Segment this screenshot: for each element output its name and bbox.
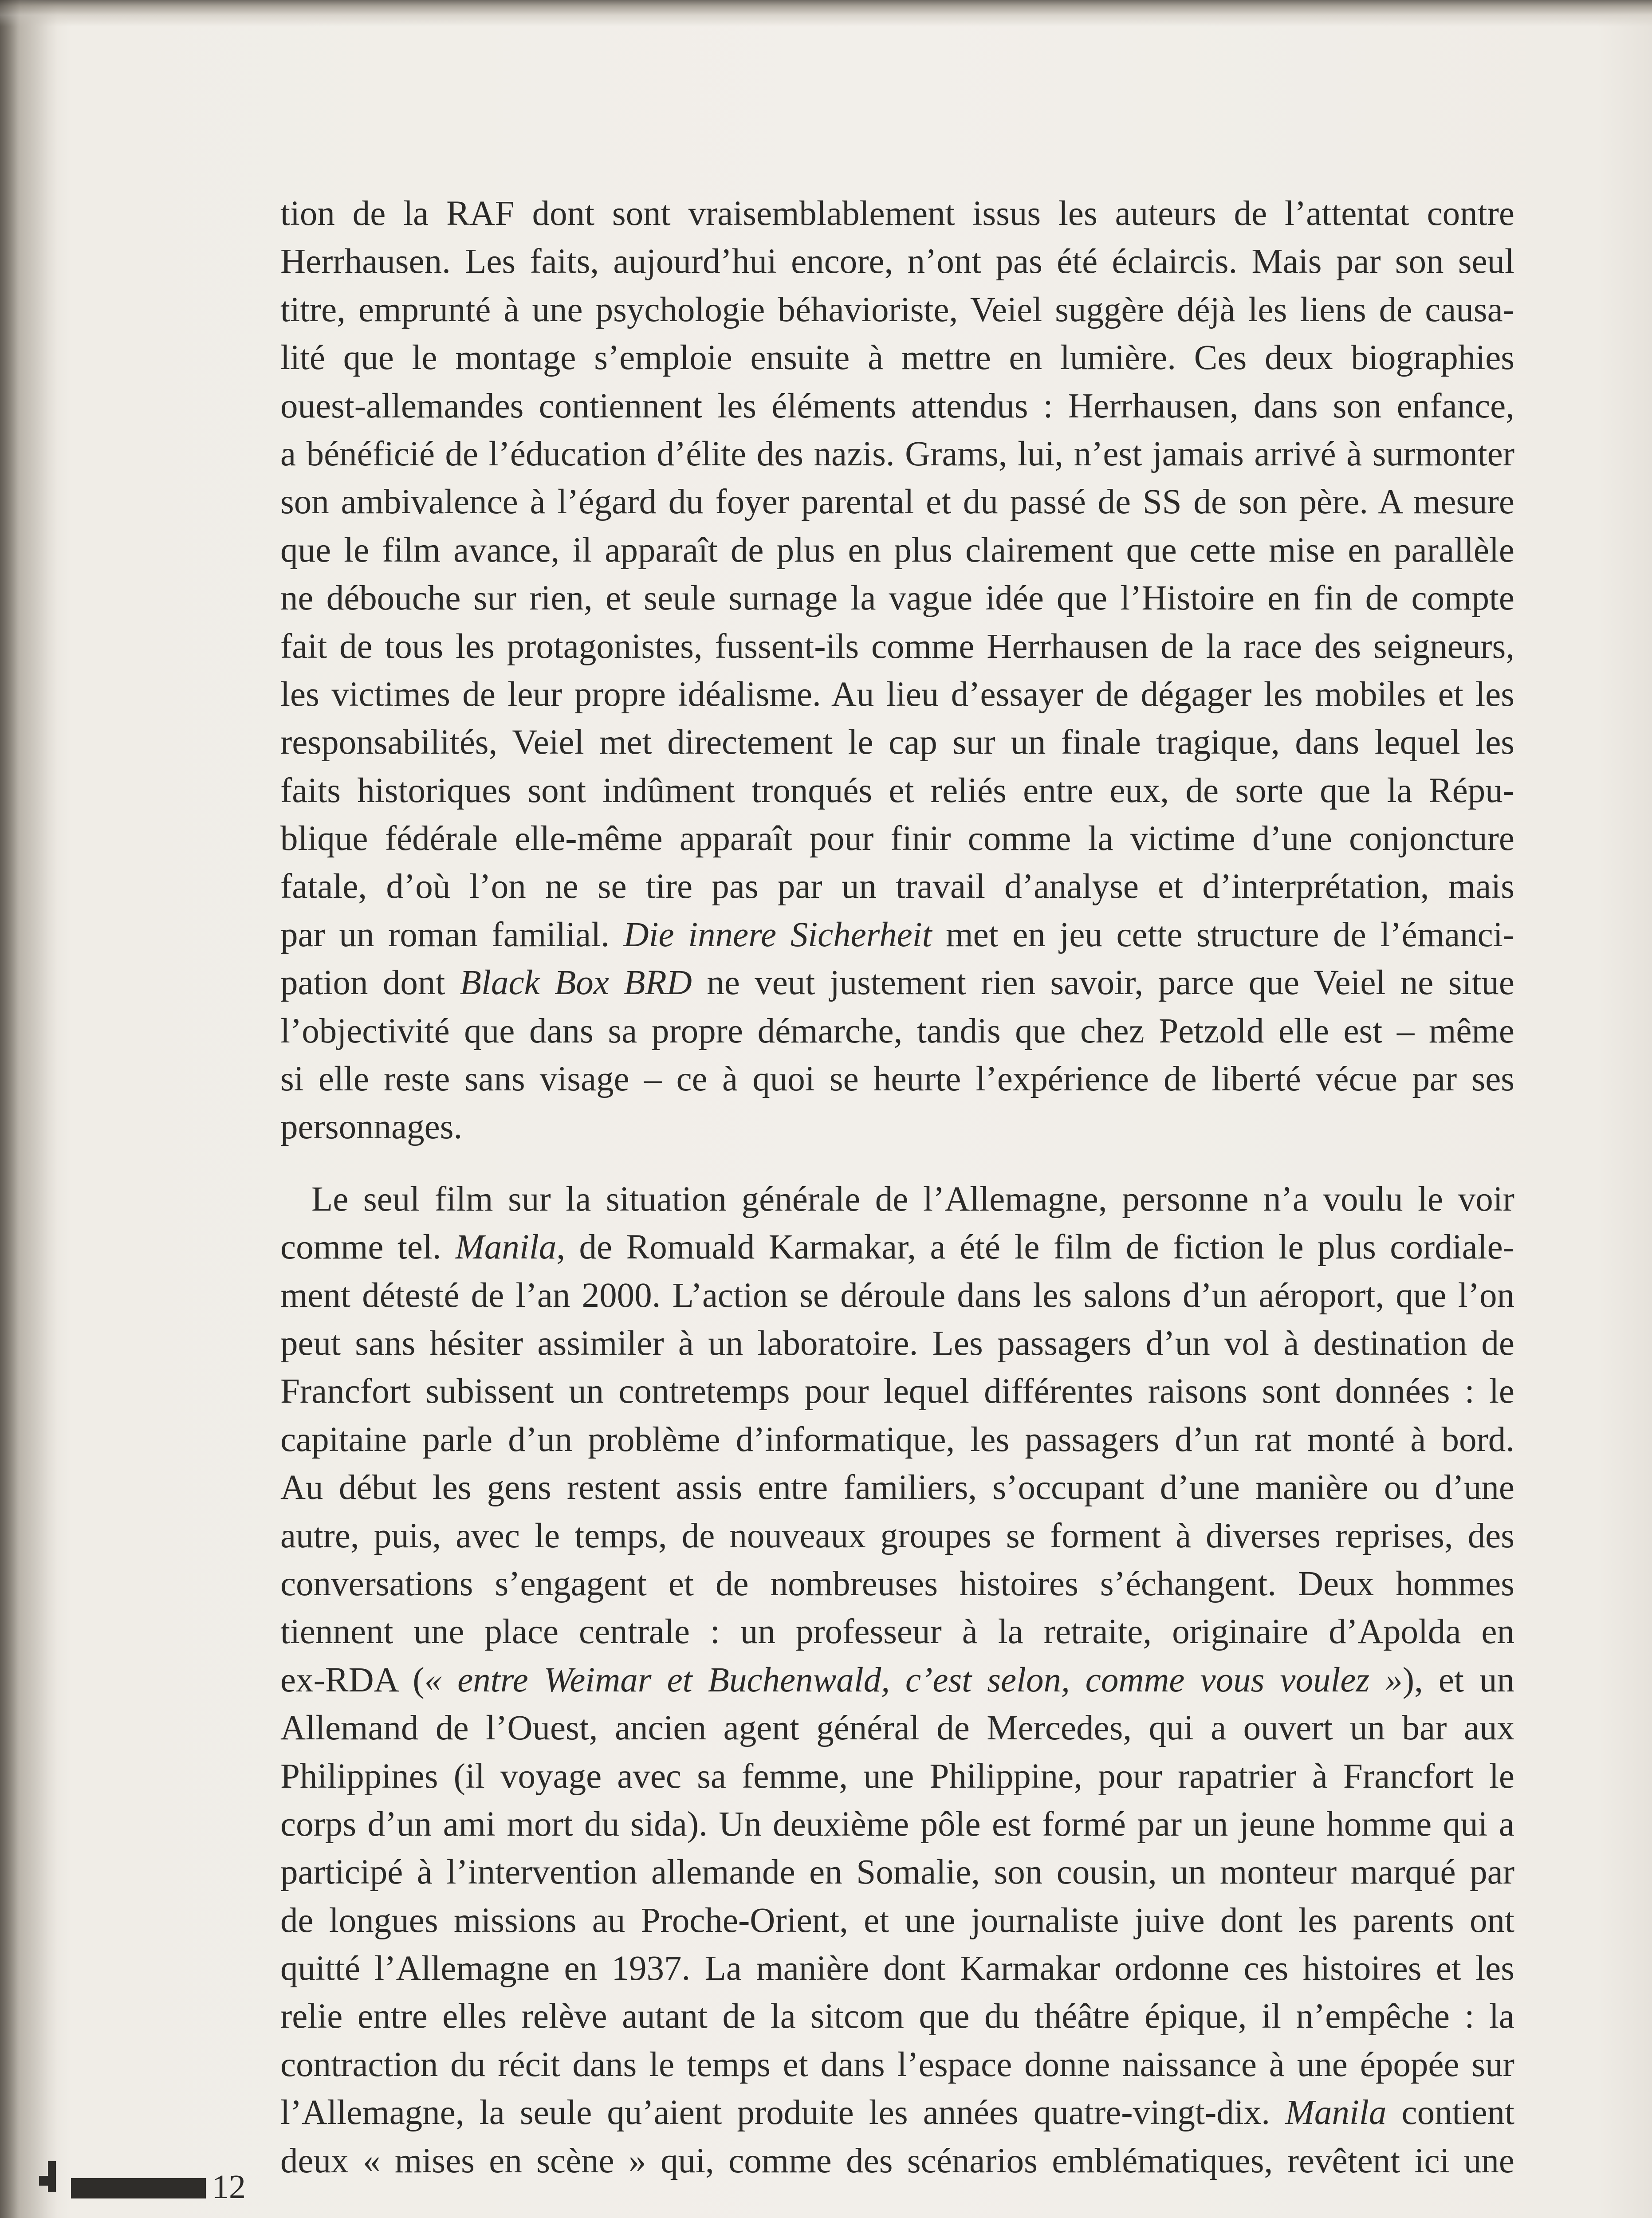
text-line: Herrhausen. Les faits, aujourd’hui encore, n’ont pas été éclaircis. Mais par son seul bbox=[280, 242, 1514, 281]
folio-mark bbox=[48, 2161, 56, 2192]
text-run: par un roman familial. bbox=[280, 915, 624, 954]
text-line: capitaine parle d’un problème d’informatique, les passagers d’un rat monté à bord. bbox=[280, 1420, 1514, 1459]
italic-title: Manila bbox=[455, 1228, 557, 1267]
text-line: quitté l’Allemagne en 1937. La manière dont Karmakar ordonne ces histoires et les bbox=[280, 1949, 1514, 1988]
text-line: Allemand de l’Ouest, ancien agent général de Mercedes, qui a ouvert un bar aux bbox=[280, 1709, 1514, 1748]
body-text bbox=[280, 190, 1514, 2185]
text-line: Francfort subissent un contretemps pour lequel différentes raisons sont données : le bbox=[280, 1372, 1514, 1411]
text-line: son ambivalence à l’égard du foyer parental et du passé de SS de son père. A mesure bbox=[280, 483, 1514, 522]
text-line: relie entre elles relève autant de la sitcom que du théâtre épique, il n’empêche : la bbox=[280, 1997, 1514, 2036]
text-run: ne veut justement rien savoir, parce que Veiel ne situe bbox=[692, 963, 1514, 1003]
italic-title: Die innere Sicherheit bbox=[623, 915, 932, 954]
folio-bar bbox=[71, 2178, 206, 2198]
text-line: peut sans hésiter assimiler à un laboratoire. Les passagers d’un vol à destination de bbox=[280, 1324, 1514, 1363]
text-line: titre, emprunté à une psychologie béhavioriste, Veiel suggère déjà les liens de causa- bbox=[280, 290, 1514, 329]
text-line bbox=[280, 1656, 1514, 1704]
text-line: de longues missions au Proche-Orient, et une journaliste juive dont les parents ont bbox=[280, 1901, 1514, 1940]
text-line: contraction du récit dans le temps et dans l’espace donne naissance à une épopée sur bbox=[280, 2045, 1514, 2084]
text-line: si elle reste sans visage – ce à quoi se heurte l’expérience de liberté vécue par ses bbox=[280, 1060, 1514, 1099]
text-run: l’Allemagne, la seule qu’aient produite les années quatre-vingt-dix. bbox=[280, 2093, 1286, 2132]
paragraph-gap bbox=[280, 1152, 1514, 1176]
text-line: fait de tous les protagonistes, fussent-ils comme Herrhausen de la race des seigneurs, bbox=[280, 627, 1514, 666]
text-line bbox=[280, 911, 1514, 959]
text-run: , de Romuald Karmakar, a été le film de fiction le plus cordiale- bbox=[556, 1228, 1514, 1267]
binding-shadow bbox=[0, 0, 58, 2218]
italic-title: Manila bbox=[1285, 2093, 1387, 2132]
text-line: personnages. bbox=[280, 1108, 463, 1147]
text-line: Philippines (il voyage avec sa femme, une Philippine, pour rapatrier à Francfort le bbox=[280, 1757, 1514, 1796]
text-line: tiennent une place centrale : un professeur à la retraite, originaire d’Apolda en bbox=[280, 1612, 1514, 1652]
text-run: comme tel. bbox=[280, 1228, 456, 1267]
text-line: blique fédérale elle-même apparaît pour finir comme la victime d’une conjoncture bbox=[280, 819, 1514, 858]
text-line: corps d’un ami mort du sida). Un deuxième pôle est formé par un jeune homme qui a bbox=[280, 1805, 1514, 1844]
text-run: ), et un bbox=[1402, 1660, 1514, 1699]
text-line: Au début les gens restent assis entre familiers, s’occupant d’une manière ou d’une bbox=[280, 1468, 1514, 1507]
text-line: responsabilités, Veiel met directement le cap sur un finale tragique, dans lequel les bbox=[280, 723, 1514, 762]
text-line bbox=[280, 2089, 1514, 2137]
text-line bbox=[280, 959, 1514, 1007]
text-run: met en jeu cette structure de l’émanci- bbox=[932, 915, 1514, 954]
text-line: deux « mises en scène » qui, comme des scénarios emblématiques, revêtent ici une bbox=[280, 2141, 1514, 2180]
text-line: tion de la RAF dont sont vraisemblablement issus les auteurs de l’attentat contre bbox=[280, 194, 1514, 233]
text-line: conversations s’engagent et de nombreuses histoires s’échangent. Deux hommes bbox=[280, 1564, 1514, 1603]
text-run: ex-RDA ( bbox=[280, 1660, 425, 1699]
page-top-edge bbox=[0, 0, 1652, 27]
text-line: autre, puis, avec le temps, de nouveaux groupes se forment à diverses reprises, des bbox=[280, 1516, 1514, 1555]
text-line: a bénéficié de l’éducation d’élite des nazis. Grams, lui, n’est jamais arrivé à surmonter bbox=[280, 434, 1514, 473]
text-line bbox=[280, 1223, 1514, 1271]
italic-title: Black Box BRD bbox=[460, 963, 692, 1003]
text-line: ouest-allemandes contiennent les éléments attendus : Herrhausen, dans son enfance, bbox=[280, 386, 1514, 425]
text-line: l’objectivité que dans sa propre démarche, tandis que chez Petzold elle est – même bbox=[280, 1011, 1514, 1050]
text-line: participé à l’intervention allemande en Somalie, son cousin, un monteur marqué par bbox=[280, 1853, 1514, 1892]
page-number: 12 bbox=[212, 2168, 246, 2206]
text-line: Le seul film sur la situation générale de l’Allemagne, personne n’a voulu le voir bbox=[311, 1180, 1514, 1219]
text-line: lité que le montage s’emploie ensuite à mettre en lumière. Ces deux biographies bbox=[280, 338, 1514, 378]
folio-mark-dot bbox=[39, 2176, 49, 2186]
text-line: ne débouche sur rien, et seule surnage la vague idée que l’Histoire en fin de compte bbox=[280, 579, 1514, 618]
italic-title: « entre Weimar et Buchenwald, c’est selon, comme vous voulez » bbox=[424, 1660, 1403, 1699]
text-line: ment détesté de l’an 2000. L’action se déroule dans les salons d’un aéroport, que l’on bbox=[280, 1276, 1514, 1315]
text-run: pation dont bbox=[280, 963, 460, 1003]
text-line: que le film avance, il apparaît de plus en plus clairement que cette mise en parallèle bbox=[280, 531, 1514, 570]
text-line: les victimes de leur propre idéalisme. Au lieu d’essayer de dégager les mobiles et les bbox=[280, 675, 1514, 714]
text-line: faits historiques sont indûment tronqués et reliés entre eux, de sorte que la Répu- bbox=[280, 771, 1514, 810]
text-run: contient bbox=[1386, 2093, 1514, 2132]
text-line: fatale, d’où l’on ne se tire pas par un travail d’analyse et d’interprétation, mais bbox=[280, 867, 1514, 906]
